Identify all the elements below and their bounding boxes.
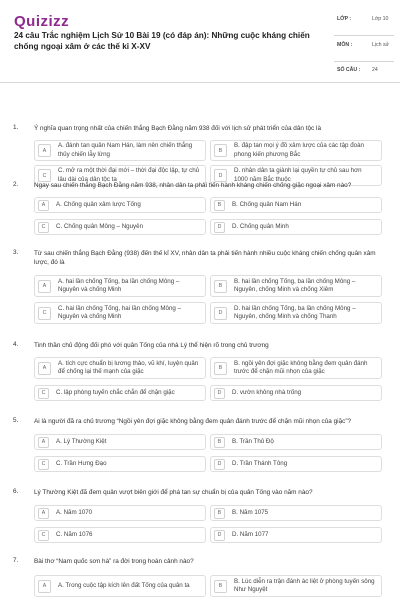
option-text: D. Năm 1077 (232, 530, 269, 538)
option-text: D. nhân dân ta giành lại quyền tự chủ sau hơn 1000 năm Bắc thuộc (234, 167, 362, 183)
option-text: C. Trần Hưng Đạo (56, 459, 107, 467)
option-a[interactable] (34, 275, 206, 297)
document-title: 24 câu Trắc nghiệm Lịch Sử 10 Bài 19 (có đáp án): Những cuộc kháng chiến chống ngoại xâm ở các thế kỉ X-XV (14, 31, 310, 51)
meta-value-subject: Lịch sử (372, 42, 390, 48)
meta-row-grade (334, 12, 394, 36)
option-text: C. lập phòng tuyến chắc chắn để chặn giặc (56, 388, 175, 396)
option-letter: B (214, 580, 227, 593)
option-a[interactable] (34, 505, 206, 521)
option-letter: C (38, 307, 51, 320)
question-number: 3. (13, 249, 19, 256)
option-text: C. Chống quân Mông – Nguyên (56, 222, 144, 230)
option-letter: A (38, 508, 49, 519)
option-text: D. Chống quân Minh (232, 222, 289, 230)
worksheet-header (0, 0, 400, 82)
option-letter: C (38, 222, 49, 233)
option-text: D. vườn không nhà trống (232, 388, 302, 396)
option-b[interactable] (210, 575, 382, 597)
meta-label-count: SỐ CÂU : (337, 67, 361, 73)
option-text: A. đánh tan quân Nam Hán, làm nên chiến thắng thủy chiến lẫy lừng (58, 142, 193, 158)
option-text: B. Lúc diễn ra trận đánh ác liệt ở phòng tuyến sông Như Nguyệt (234, 577, 375, 593)
option-letter: D (214, 388, 225, 399)
option-d[interactable] (210, 219, 382, 235)
option-text: A. Chống quân xâm lược Tống (56, 200, 141, 208)
option-a[interactable] (34, 575, 206, 597)
meta-value-grade: Lớp 10 (372, 16, 389, 22)
option-b[interactable] (210, 505, 382, 521)
meta-label-grade: LỚP : (337, 16, 352, 22)
option-text: C. Năm 1076 (56, 530, 93, 538)
option-b[interactable] (210, 275, 382, 297)
question-number: 6. (13, 488, 19, 495)
option-text: A. hai lần chống Tống, ba lần chống Mông – Nguyên và chống Minh (58, 277, 180, 293)
option-letter: C (38, 388, 49, 399)
option-text: B. hai lần chống Tống, ba lần chống Mông – Nguyên, chống Minh và chống Xiêm (234, 277, 356, 293)
option-letter: A (38, 362, 51, 375)
option-text: A. Lý Thường Kiệt (56, 437, 107, 445)
option-letter: C (38, 530, 49, 541)
option-text: C. mở ra một thời đại mới – thời đại độc lập, tự chủ lâu dài của dân tộc ta (58, 167, 200, 183)
option-letter: A (38, 580, 51, 593)
option-letter: B (214, 362, 227, 375)
option-letter: C (38, 459, 49, 470)
option-c[interactable] (34, 219, 206, 235)
meta-panel (334, 12, 394, 76)
option-b[interactable] (210, 197, 382, 213)
option-letter: A (38, 200, 49, 211)
option-a[interactable] (34, 434, 206, 450)
option-b[interactable] (210, 434, 382, 450)
option-a[interactable] (34, 357, 206, 379)
question-text: Tinh thần chủ động đối phó với quân Tống của nhà Lý thể hiện rõ trong chủ trương (34, 342, 269, 349)
option-d[interactable] (210, 302, 382, 324)
option-a[interactable] (34, 197, 206, 213)
quizizz-logo[interactable]: Quizizz (14, 13, 70, 30)
question-number: 2. (13, 181, 19, 188)
question-text: Bài thơ “Nam quốc sơn hà” ra đời trong hoàn cảnh nào? (34, 558, 194, 565)
question-number: 5. (13, 417, 19, 424)
option-a[interactable] (34, 140, 206, 161)
header-divider (0, 82, 400, 83)
option-b[interactable] (210, 357, 382, 379)
meta-row-subject (334, 36, 394, 62)
option-letter: B (214, 144, 227, 157)
meta-row-count (334, 62, 394, 76)
option-letter: B (214, 280, 227, 293)
option-letter: D (214, 530, 225, 541)
option-text: C. hai lần chống Tống, hai lần chống Mông – Nguyên và chống Minh (58, 304, 182, 320)
option-letter: B (214, 200, 225, 211)
option-text: A. tích cực chuẩn bị lương thảo, vũ khí, luyện quân để chống lại thế mạnh của giặc (58, 359, 199, 375)
option-letter: B (214, 508, 225, 519)
question-text: Từ sau chiến thắng Bạch Đằng (938) đến thế kỉ XV, nhân dân ta phải tiến hành nhiều cuộc kháng chiến chống quân xâm lược, đó là (34, 250, 376, 266)
question-text: Ý nghĩa quan trọng nhất của chiến thắng Bạch Đằng năm 938 đối với lịch sử phát triển của dân tộc là (34, 125, 322, 132)
option-letter: D (214, 459, 225, 470)
option-letter: A (38, 280, 51, 293)
option-b[interactable] (210, 140, 382, 161)
meta-value-count: 24 (372, 67, 378, 73)
option-text: B. Trần Thủ Độ (232, 437, 274, 445)
question-number: 4. (13, 341, 19, 348)
option-letter: D (214, 222, 225, 233)
option-letter: D (214, 307, 227, 320)
option-text: D. Trần Thánh Tông (232, 459, 288, 467)
option-c[interactable] (34, 527, 206, 543)
question-text: Ngay sau chiến thắng Bạch Đằng năm 938, nhân dân ta phải tiến hành kháng chiến chống giặc ngoại xâm nào? (34, 182, 352, 189)
option-text: B. Năm 1075 (232, 508, 269, 516)
meta-label-subject: MÔN : (337, 42, 353, 48)
option-letter: B (214, 437, 225, 448)
option-letter: A (38, 437, 49, 448)
option-text: B. Chống quân Nam Hán (232, 200, 302, 208)
option-c[interactable] (34, 385, 206, 401)
option-text: A. Trong cuộc tập kích lên đất Tống của quân ta (58, 581, 190, 589)
option-letter: C (38, 169, 51, 182)
question-number: 7. (13, 557, 19, 564)
option-d[interactable] (210, 456, 382, 472)
option-letter: A (38, 144, 51, 157)
option-d[interactable] (210, 385, 382, 401)
option-text: B. ngồi yên đợi giặc không bằng đem quân đánh trước để chặn mũi nhọn của giặc (234, 359, 368, 375)
option-letter: D (214, 169, 227, 182)
question-text: Ai là người đã ra chủ trương “Ngồi yên đợi giặc không bằng đem quân đánh trước để chặn mũi nhọn của giặc”? (34, 418, 352, 425)
option-c[interactable] (34, 456, 206, 472)
option-c[interactable] (34, 302, 206, 324)
question-number: 1. (13, 124, 19, 131)
option-text: D. hai lần chống Tống, ba lần chống Mông – Nguyên, chống Minh và chống Thanh (234, 304, 356, 320)
option-text: A. Năm 1070 (56, 508, 93, 516)
option-text: B. đập tan mọi ý đồ xâm lược của các tập đoàn phong kiến phương Bắc (234, 142, 364, 158)
question-text: Lý Thường Kiệt đã đem quân vượt biên giới để phá tan sự chuẩn bị của quân Tống vào năm nào? (34, 489, 313, 496)
option-d[interactable] (210, 527, 382, 543)
